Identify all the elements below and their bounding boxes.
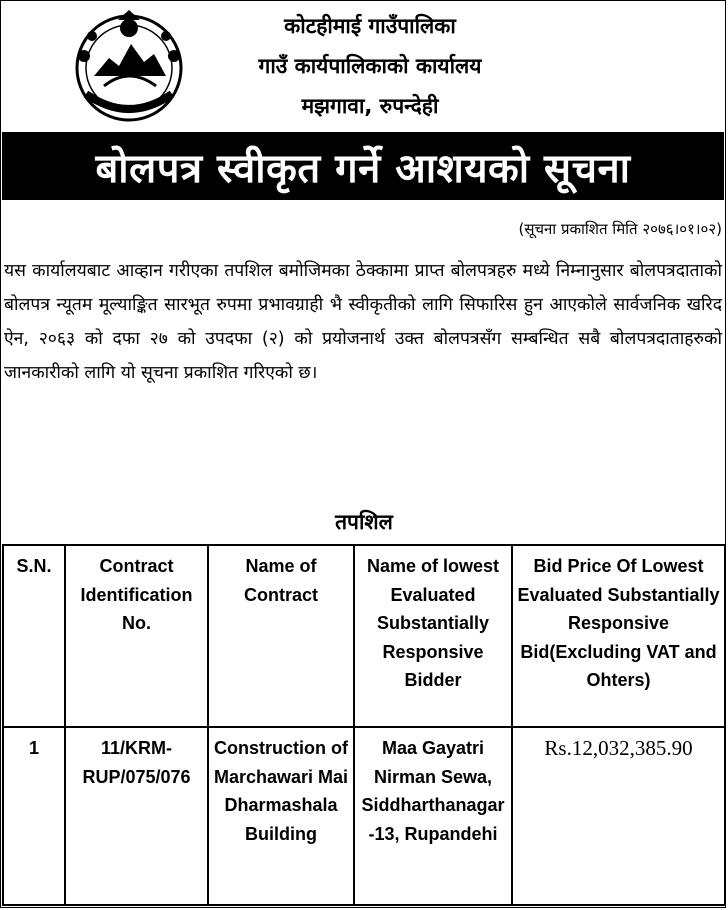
office-header xyxy=(190,6,550,126)
notice-body: यस कार्यालयबाट आव्हान गरीएका तपशिल बमोजिमका ठेक्कामा प्राप्त बोलपत्रहरु मध्ये निम्नानुसार बोलपत्रदाताको बोलपत्र न्यूतम मूल्याङ्कित सारभूत रुपमा प्रभावग्राही भै स्वीकृतीको लागि सिफारिस हुन आएकोले सार्वजनिक खरिद ऐन, २०६३ को दफा २७ को उपदफा (२) को प्रयोजनार्थ उक्त बोलपत्रसँग सम्बन्धित सबै बोलपत्रदाताहरुको जानकारीको लागि यो सूचना प्रकाशित गरिएको छ। xyxy=(4,261,722,383)
table-row xyxy=(3,727,725,905)
published-date: (सूचना प्रकाशित मिति २०७६।०१।०२) xyxy=(518,220,722,238)
header-bid-price: Bid Price Of Lowest Evaluated Substantially Responsive Bid(Excluding VAT and Ohters) xyxy=(512,545,725,727)
schedule-title: तपशिल xyxy=(335,510,393,534)
cell-contract-id: 11/KRM-RUP/075/076 xyxy=(65,727,208,905)
table-header-row xyxy=(3,545,725,727)
notice-title: बोलपत्र स्वीकृत गर्ने आशयको सूचना xyxy=(2,132,724,200)
header-contract-id: Contract Identification No. xyxy=(65,545,208,727)
header-bidder: Name of lowest Evaluated Substantially Responsive Bidder xyxy=(354,545,512,727)
office-name: गाउँ कार्यपालिकाको कार्यालय xyxy=(258,54,482,78)
cell-sn: 1 xyxy=(3,727,65,905)
cell-contract-name: Construction of Marchawari Mai Dharmashala Building xyxy=(208,727,354,905)
header-contract-name: Name of Contract xyxy=(208,545,354,727)
nepal-government-emblem-icon xyxy=(64,6,194,128)
municipality-name: कोटहीमाई गाउँपालिका xyxy=(284,14,456,38)
cell-bid-price: Rs.12,032,385.90 xyxy=(512,727,725,905)
bid-table xyxy=(2,544,726,906)
header-sn: S.N. xyxy=(3,545,65,727)
cell-bidder: Maa Gayatri Nirman Sewa, Siddharthanagar -13, Rupandehi xyxy=(354,727,512,905)
office-address: मझगावा, रुपन्देही xyxy=(301,94,439,118)
